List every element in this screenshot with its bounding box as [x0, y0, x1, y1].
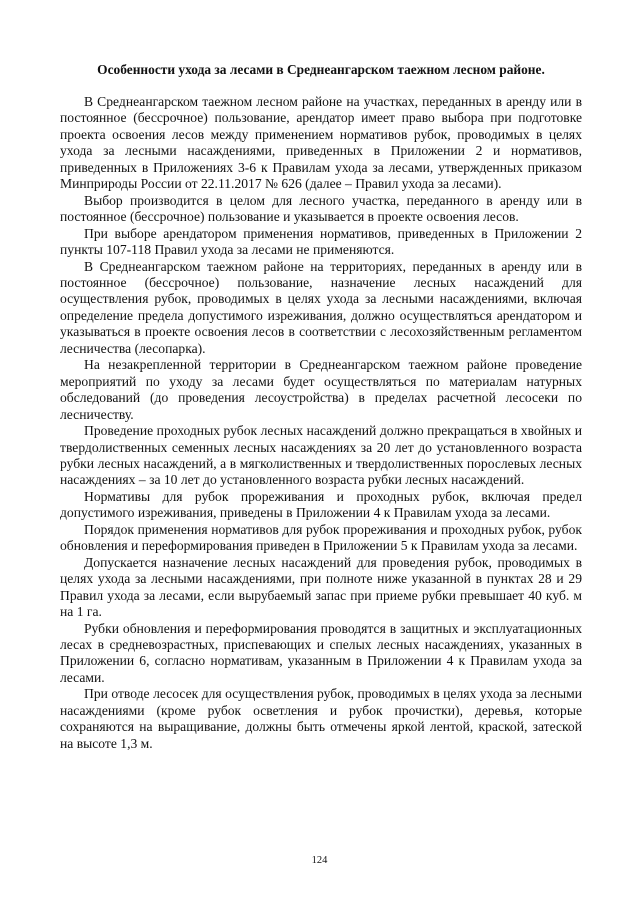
paragraph-3: При выборе арендатором применения нормативов, приведенных в Приложении 2 пункты 107-118 Правил ухода за лесами не применяются.: [60, 225, 582, 258]
paragraph-1: В Среднеангарском таежном лесном районе на участках, переданных в аренду или в постоянное (бессрочное) пользование, арендатор имеет право выбора при подготовке проекта освоения лесов между применением нормативов рубок, проводимых в целях ухода за лесными насаждениями, приведенных в Приложении 2 и нормативов, приведенных в Приложениях 3-6 к Правилам ухода за лесами, утвержденных приказом Минприроды России от 22.11.2017 № 626 (далее – Правил ухода за лесами).: [60, 94, 582, 192]
document-title: Особенности ухода за лесами в Среднеангарском таежном лесном районе.: [97, 62, 545, 77]
paragraph-2: Выбор производится в целом для лесного участка, переданного в аренду или в постоянное (бессрочное) пользование и указывается в проекте освоения лесов.: [60, 192, 582, 225]
paragraph-7: Нормативы для рубок прореживания и проходных рубок, включая предел допустимого изреживания, приведены в Приложении 4 к Правилам ухода за лесами.: [60, 488, 582, 521]
page-number: 124: [311, 855, 328, 866]
paragraph-11: При отводе лесосек для осуществления рубок, проводимых в целях ухода за лесными насаждениями (кроме рубок осветления и рубок прочистки), деревья, которые сохраняются на выращивание, должны быть отмечены яркой лентой, краской, затеской на высоте 1,3 м.: [60, 686, 582, 751]
document-page: [60, 62, 582, 752]
paragraph-8: Порядок применения нормативов для рубок прореживания и проходных рубок, рубок обновления и переформирования приведен в Приложении 5 к Правилам ухода за лесами.: [60, 521, 582, 554]
paragraph-10: Рубки обновления и переформирования проводятся в защитных и эксплуатационных лесах в средневозрастных, приспевающих и спелых лесных насаждениях, указанных в Приложении 6, согласно нормативам, указанным в Приложении 4 к Правилам ухода за лесами.: [60, 620, 582, 685]
paragraph-6: Проведение проходных рубок лесных насаждений должно прекращаться в хвойных и твердолиственных семенных лесных насаждениях за 20 лет до установленного возраста рубки лесных насаждений, а в мягколиственных и твердолиственных порослевых лесных насаждениях – за 10 лет до установленного возраста рубки лесных насаждений.: [60, 423, 582, 488]
paragraph-5: На незакрепленной территории в Среднеангарском таежном районе проведение мероприятий по уходу за лесами будет осуществляться по материалам натурных обследований (до проведения лесоустройства) в пределах расчетной лесосеки по лесничеству.: [60, 357, 582, 422]
paragraph-4: В Среднеангарском таежном районе на территориях, переданных в аренду или в постоянное (бессрочное) пользование, назначение лесных насаждений для осуществления рубок, проводимых в целях ухода за лесными насаждениями, включая определение предела допустимого изреживания, должно осуществляться арендатором и указываться в проекте освоения лесов в соответствии с лесохозяйственным регламентом лесничества (лесопарка).: [60, 258, 582, 356]
paragraph-9: Допускается назначение лесных насаждений для проведения рубок, проводимых в целях ухода за лесными насаждениями, при полноте ниже указанной в пунктах 28 и 29 Правил ухода за лесами, если вырубаемый запас при приеме рубки превышает 40 куб. м на 1 га.: [60, 554, 582, 620]
